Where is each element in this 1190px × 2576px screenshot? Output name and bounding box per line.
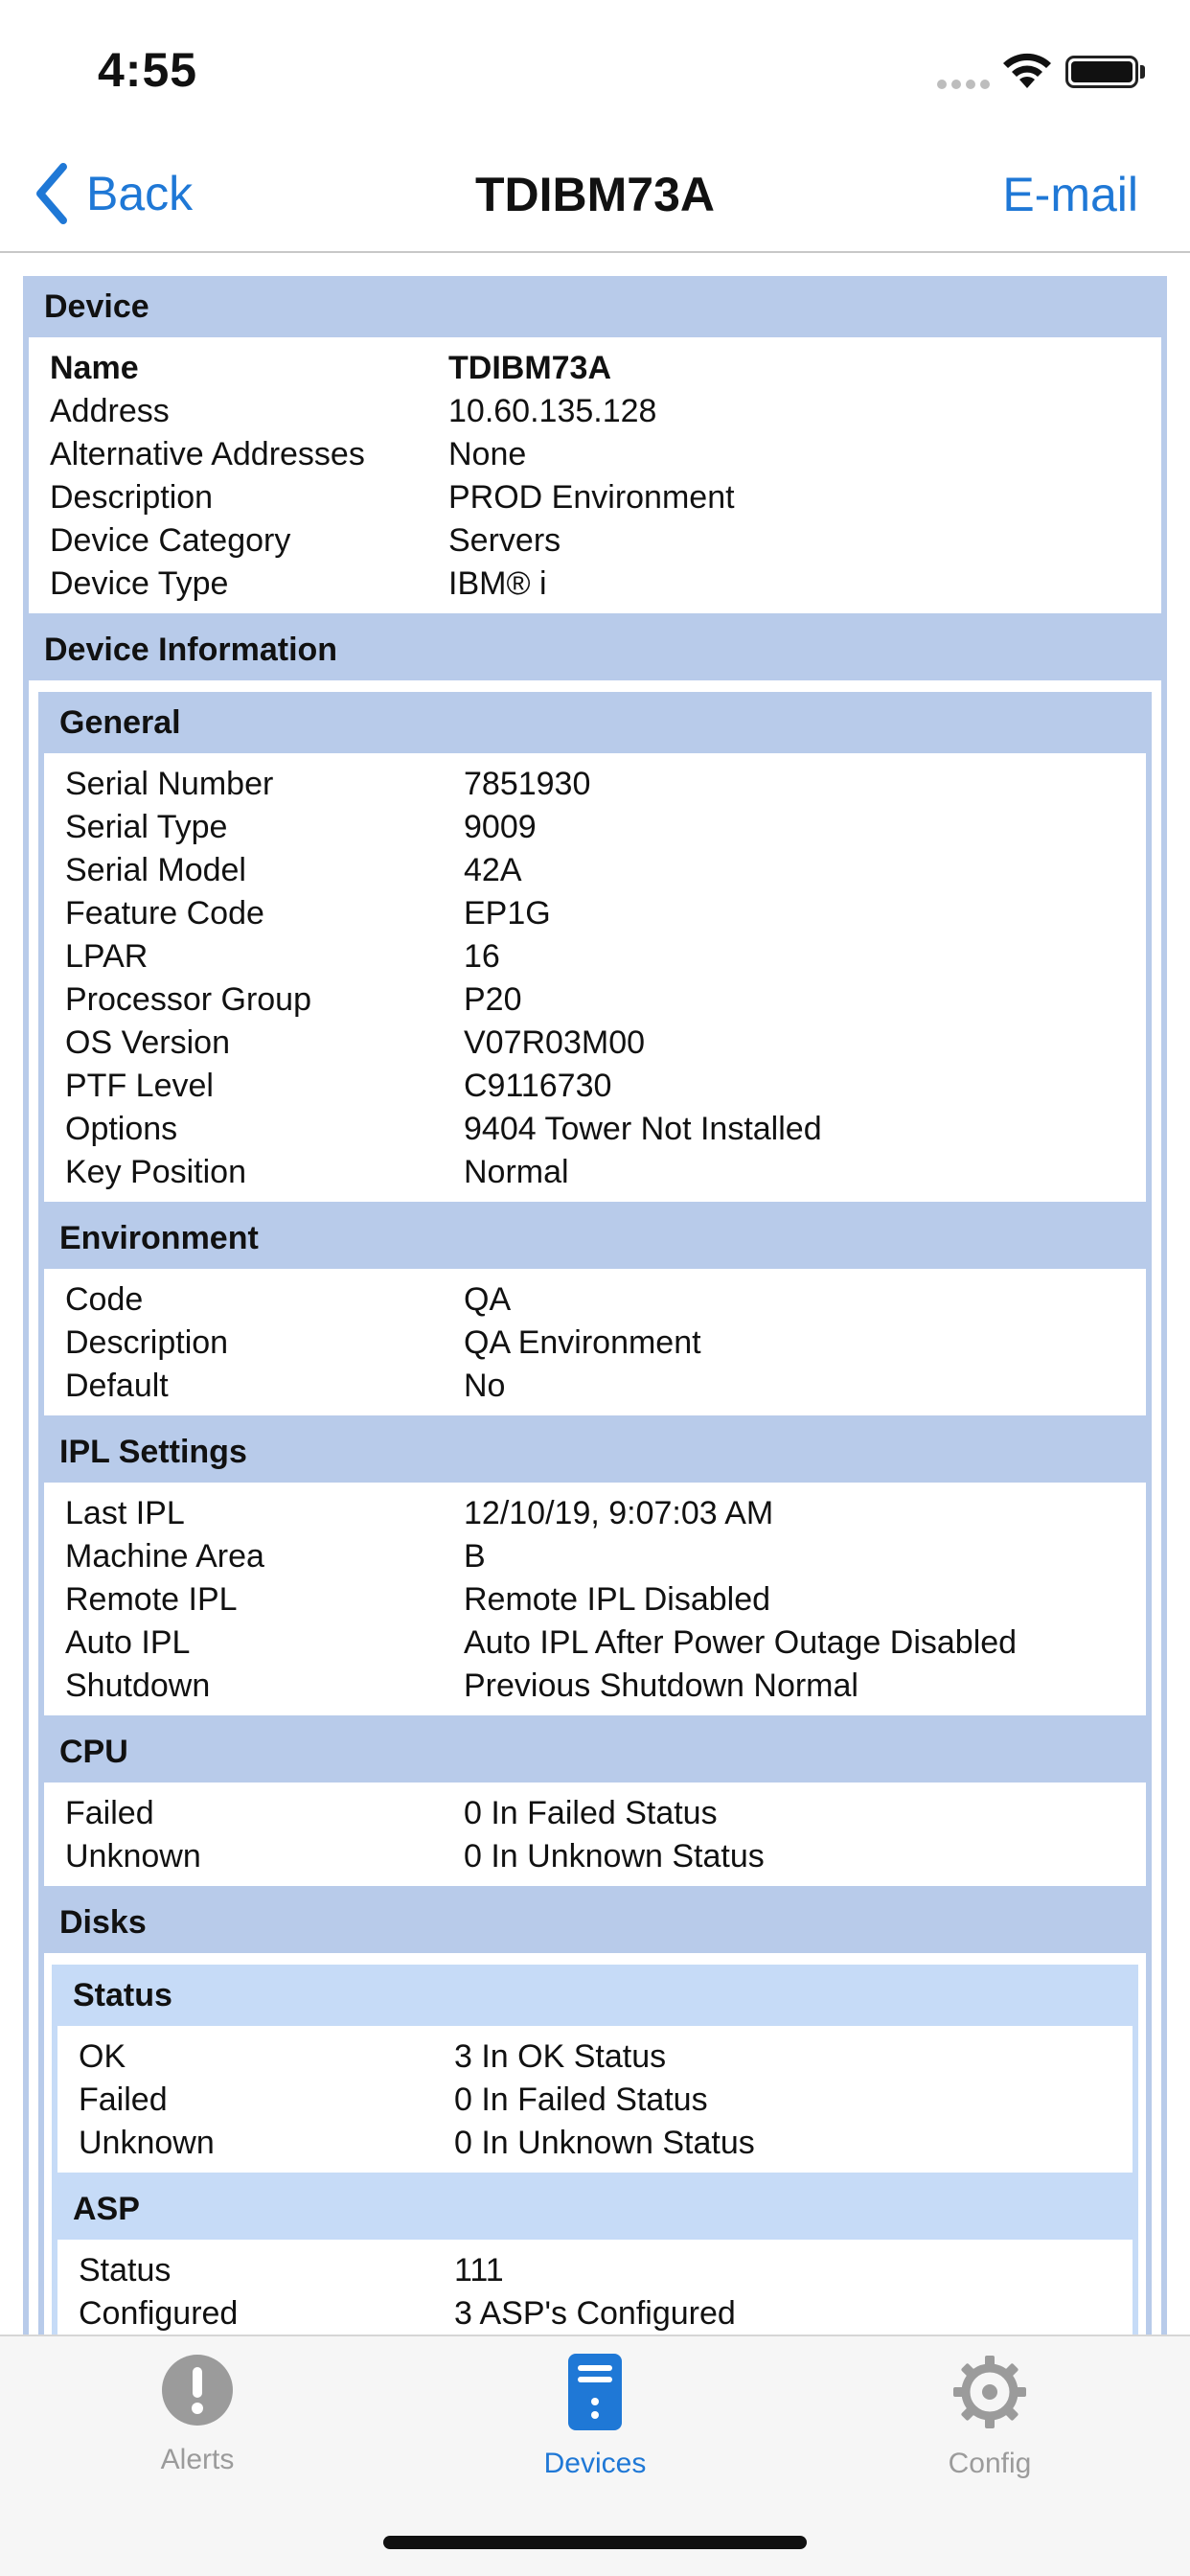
row-value: 3 In OK Status [454,2038,667,2075]
table-row [57,2079,1133,2122]
table-row [29,433,1161,476]
alert-icon [161,2354,234,2426]
row-label: PTF Level [65,1068,214,1104]
row-value: 0 In Unknown Status [454,2125,755,2161]
ipl-settings-section-header: IPL Settings [38,1421,1152,1483]
row-label: Processor Group [65,981,311,1018]
table-row [29,347,1161,390]
battery-cap [1140,65,1145,79]
disk-status-section-header: Status [52,1965,1138,2026]
row-label: Remote IPL [65,1581,238,1618]
row-label: Last IPL [65,1495,185,1531]
table-row [57,2122,1133,2165]
row-value: IBM® i [448,565,547,602]
row-value: 7851930 [464,766,591,802]
row-value: No [464,1368,506,1404]
table-row [44,763,1146,806]
table-row [57,2292,1133,2334]
table-row [57,2036,1133,2079]
row-value: EP1G [464,895,551,932]
row-label: Status [79,2252,172,2288]
table-row [44,1578,1146,1622]
row-value: 3 ASP's Configured [454,2295,736,2332]
row-label: Configured [79,2295,239,2332]
table-row [44,1108,1146,1151]
row-label: Unknown [79,2125,215,2161]
row-label: Serial Model [65,852,246,888]
table-row [44,806,1146,849]
row-value: 9009 [464,809,537,845]
table-row [44,1365,1146,1408]
table-row [44,1022,1146,1065]
table-row [44,1065,1146,1108]
table-row [44,1792,1146,1835]
row-label: OS Version [65,1024,230,1061]
table-row [57,2249,1133,2292]
table-row [44,1622,1146,1665]
cellular-signal-icon [937,77,995,94]
home-indicator [383,2536,807,2549]
tab-config-label: Config [948,2448,1032,2479]
device-information-header: Device Information [23,619,1167,680]
table-row [44,892,1146,935]
server-icon [568,2354,622,2430]
row-label: Default [65,1368,169,1404]
row-label: Serial Type [65,809,228,845]
row-value: 9404 Tower Not Installed [464,1111,822,1147]
disks-section [38,1953,1152,2334]
row-value: Remote IPL Disabled [464,1581,771,1618]
tab-devices[interactable] [499,2354,691,2480]
row-value: 0 In Unknown Status [464,1838,765,1874]
row-value: QA [464,1281,512,1318]
device-section [23,337,1167,619]
ipl-settings-section [38,1483,1152,1721]
device-information-section [23,680,1167,2334]
row-label: Name [50,350,139,386]
row-label: LPAR [65,938,149,975]
disks-section-header: Disks [38,1892,1152,1953]
general-section [38,753,1152,1208]
row-value: 0 In Failed Status [454,2082,708,2118]
tab-devices-label: Devices [543,2448,647,2479]
row-value: Auto IPL After Power Outage Disabled [464,1624,1018,1661]
table-row [44,1665,1146,1708]
row-label: Description [50,479,214,516]
row-label: Feature Code [65,895,264,932]
device-section-header: Device [23,276,1167,337]
row-value: PROD Environment [448,479,735,516]
table-row [29,563,1161,606]
environment-section-header: Environment [38,1208,1152,1269]
row-label: Code [65,1281,144,1318]
row-value: 42A [464,852,522,888]
row-label: Failed [65,1795,154,1831]
row-value: 111 [454,2252,504,2288]
tab-alerts[interactable] [102,2354,293,2476]
row-label: Key Position [65,1154,246,1190]
tab-config[interactable] [894,2354,1086,2480]
row-value: 12/10/19, 9:07:03 AM [464,1495,774,1531]
disk-status-section [52,2026,1138,2178]
table-row [44,1151,1146,1194]
row-value: 0 In Failed Status [464,1795,718,1831]
table-row [29,476,1161,519]
row-value: B [464,1538,486,1575]
row-label: Address [50,393,170,429]
row-label: Description [65,1324,229,1361]
row-label: Device Type [50,565,229,602]
row-label: Machine Area [65,1538,264,1575]
wifi-icon [1000,52,1054,90]
status-time: 4:55 [98,43,198,97]
row-value: P20 [464,981,522,1018]
row-label: Shutdown [65,1668,211,1704]
status-bar [0,0,1190,134]
table-row [44,1278,1146,1322]
row-value: 16 [464,938,500,975]
general-section-header: General [38,692,1152,753]
row-value: None [448,436,527,472]
row-label: Options [65,1111,178,1147]
table-row [44,1322,1146,1365]
row-value: QA Environment [464,1324,701,1361]
table-row [44,935,1146,978]
table-row [44,1535,1146,1578]
row-value: Normal [464,1154,569,1190]
page-title: TDIBM73A [474,168,716,221]
cpu-section-header: CPU [38,1721,1152,1782]
tab-alerts-label: Alerts [160,2444,235,2475]
row-value: C9116730 [464,1068,612,1104]
asp-section-header: ASP [52,2178,1138,2240]
row-value: Servers [448,522,561,559]
table-row [44,1492,1146,1535]
row-label: Serial Number [65,766,274,802]
table-row [44,978,1146,1022]
device-detail-content[interactable] [0,253,1190,2334]
row-label: Failed [79,2082,168,2118]
gear-icon [951,2354,1028,2430]
battery-icon [1065,56,1138,88]
row-label: Auto IPL [65,1624,191,1661]
table-row [44,849,1146,892]
cpu-section [38,1782,1152,1892]
navigation-bar [0,134,1190,253]
environment-section [38,1269,1152,1421]
row-label: OK [79,2038,126,2075]
asp-section [52,2240,1138,2334]
row-value: 10.60.135.128 [448,393,657,429]
row-value: V07R03M00 [464,1024,646,1061]
email-button[interactable]: E-mail [1002,168,1138,221]
table-row [44,1835,1146,1878]
row-label: Alternative Addresses [50,436,365,472]
table-row [29,519,1161,563]
row-label: Unknown [65,1838,201,1874]
row-value: Previous Shutdown Normal [464,1668,858,1704]
back-label: Back [86,167,194,220]
row-value: TDIBM73A [448,350,612,386]
row-label: Device Category [50,522,291,559]
table-row [29,390,1161,433]
